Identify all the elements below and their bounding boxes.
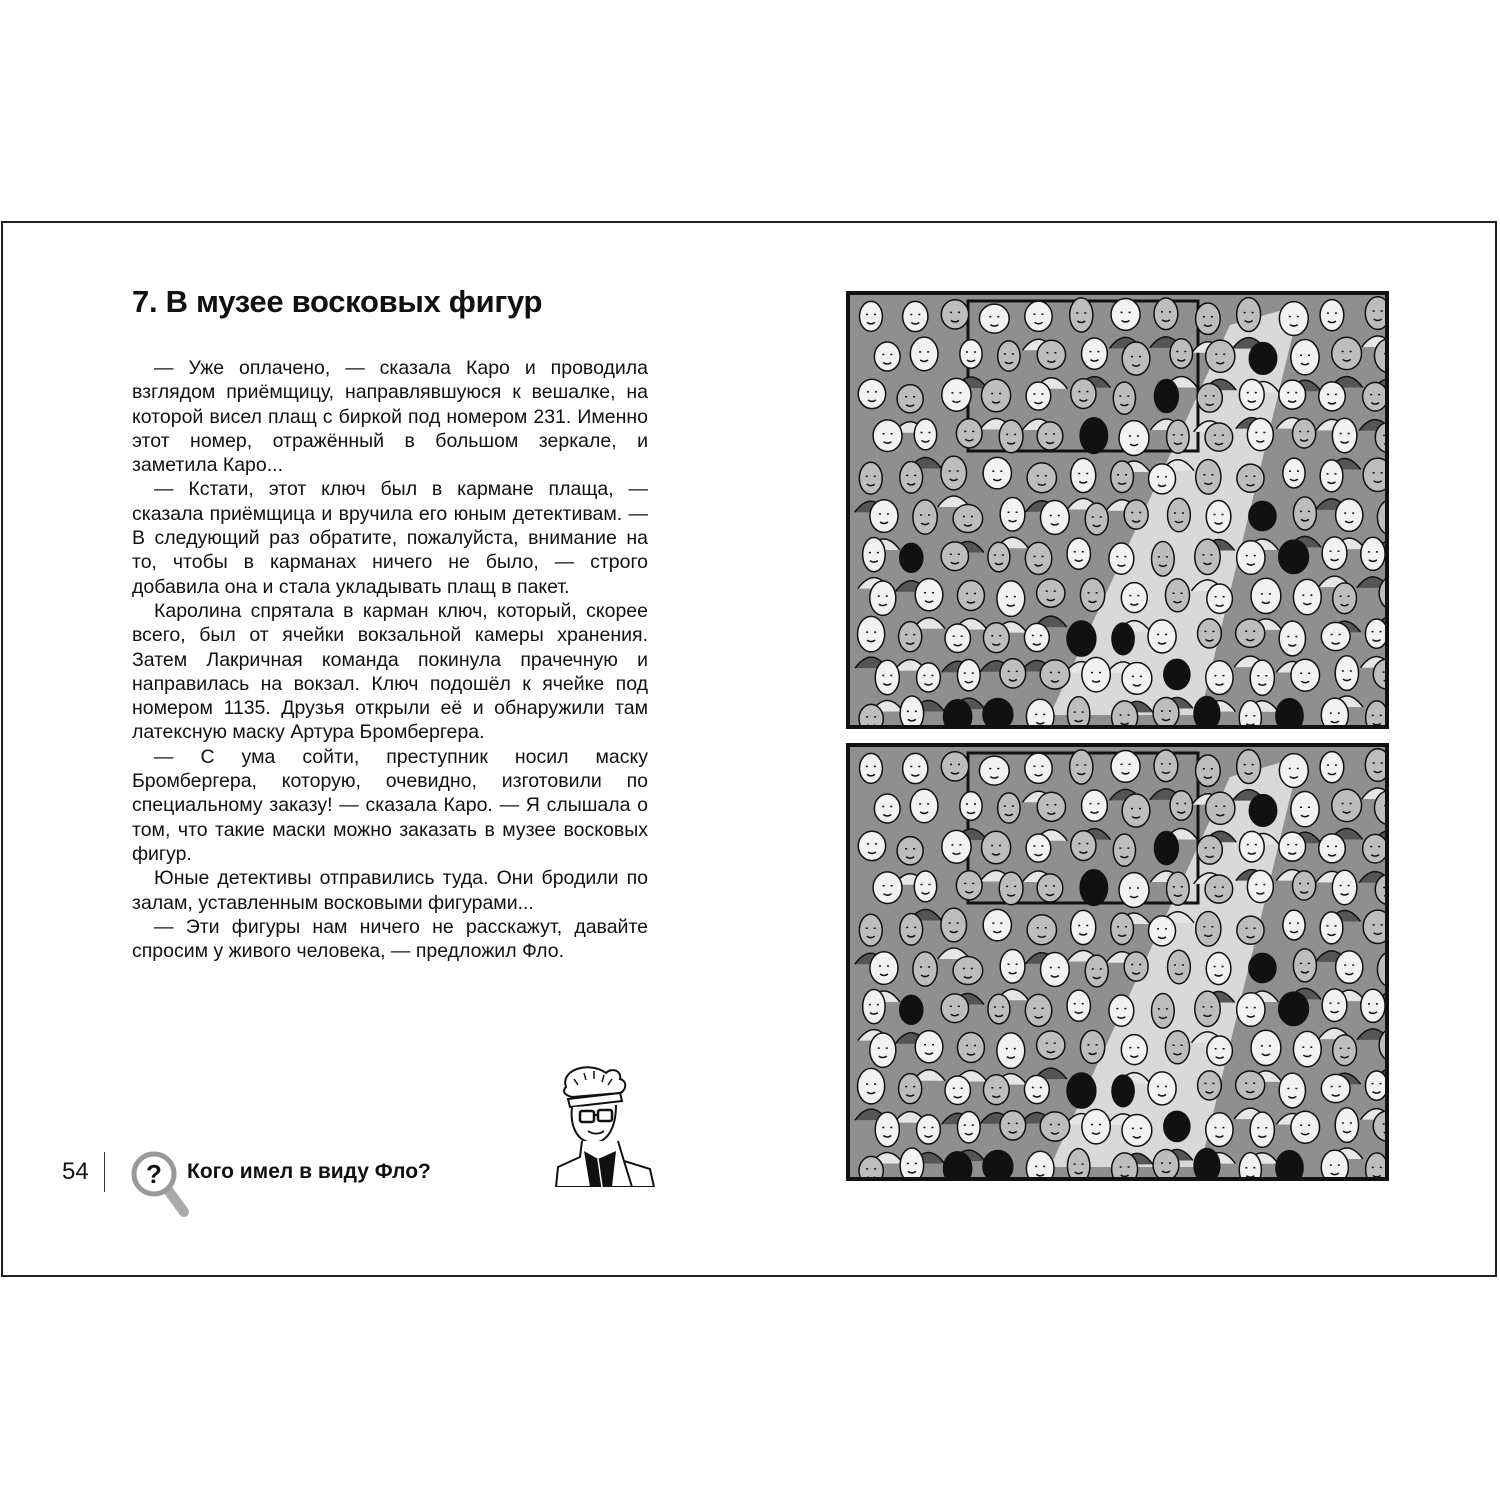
- story-paragraph: — С ума сойти, преступник носил маску Бромбергера, которую, очевидно, изготовили по специальному заказу! — сказала Каро. — Я слышала о том, что такие маски можно заказать в музее восковых фигур.: [132, 745, 648, 865]
- story-paragraph: Каролина спрятала в карман ключ, который, скорее всего, был от ячейки вокзальной камеры хранения. Затем Лакричная команда покинула прачечную и направилась на вокзал. Ключ подошёл к ячейке под номером 1135. Друзья открыли её и обнаружили там латексную маску Артура Бромбергера.: [132, 599, 648, 744]
- footer-divider: [104, 1152, 105, 1192]
- scene-illustration-bottom: [850, 747, 1385, 1177]
- page-number: 54: [62, 1158, 89, 1185]
- story-paragraph: — Эти фигуры нам ничего не расскажут, давайте спросим у живого человека, — предложил Фло.: [132, 915, 648, 963]
- puzzle-question: Кого имел в виду Фло?: [187, 1160, 431, 1183]
- story-paragraph: Юные детективы отправились туда. Они бродили по залам, уставленным восковыми фигурами...: [132, 867, 648, 914]
- puzzle-image-top: [846, 291, 1389, 729]
- story-text: [132, 356, 648, 963]
- svg-text:?: ?: [146, 1159, 162, 1189]
- story-paragraph: — Уже оплачено, — сказала Каро и проводила взглядом приёмщицу, направлявшуюся к вешалке, на которой висел плащ с биркой под номером 231. Именно этот номер, отражённый в большом зеркале, и заметила Каро...: [132, 357, 648, 477]
- story-paragraph: — Кстати, этот ключ был в кармане плаща, — сказала приёмщица и вручила его юным детективам. — В следующий раз обратите, пожалуйста, внимание на то, чтобы в карманах ничего не было, — строго добавила она и стала укладывать плащ в пакет.: [132, 478, 648, 598]
- flo-character-illustration: [550, 1065, 660, 1187]
- puzzle-image-bottom: [846, 743, 1389, 1181]
- chapter-title: 7. В музее восковых фигур: [132, 284, 543, 319]
- scene-illustration-top: [850, 295, 1385, 725]
